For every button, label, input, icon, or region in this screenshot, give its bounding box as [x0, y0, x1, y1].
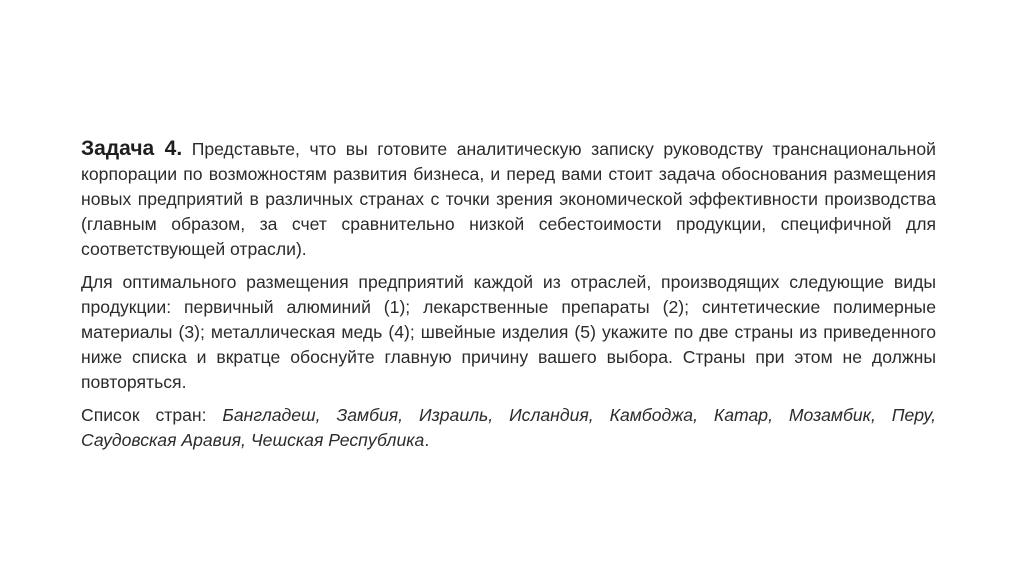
country-list-label: Список стран:: [81, 405, 223, 425]
country-list-paragraph: [81, 403, 936, 453]
country-list: Бангладеш, Замбия, Израиль, Исландия, Камбоджа, Катар, Мозамбик, Перу, Саудовская Аравия, Чешская Республика: [81, 405, 937, 450]
country-list-end: .: [424, 430, 430, 450]
task-title: Задача 4.: [81, 137, 183, 160]
task-instructions-paragraph: [81, 270, 936, 395]
task-instructions-text: Для оптимального размещения предприятий каждой из отраслей, производящих следующие виды продукции: первичный алюминий (1); лекарственные препараты (2); синтетические полимерные материалы (3); металлическая медь (4); швейные изделия (5) укажите по две страны из приведенного ниже списка и вкратце обоснуйте главную причину вашего выбора. Страны при этом не должны повторяться.: [81, 272, 936, 392]
task-intro-paragraph: [81, 136, 936, 262]
task-content: [81, 136, 936, 453]
task-intro-text: Представьте, что вы готовите аналитическую записку руководству транснациональной корпорации по возможностям развития бизнеса, и перед вами стоит задача обоснования размещения новых предприятий в различных странах с точки зрения экономической эффективности производства (главным образом, за счет сравнительно низкой себестоимости продукции, специфичной для соответствующей отрасли).: [81, 139, 936, 259]
